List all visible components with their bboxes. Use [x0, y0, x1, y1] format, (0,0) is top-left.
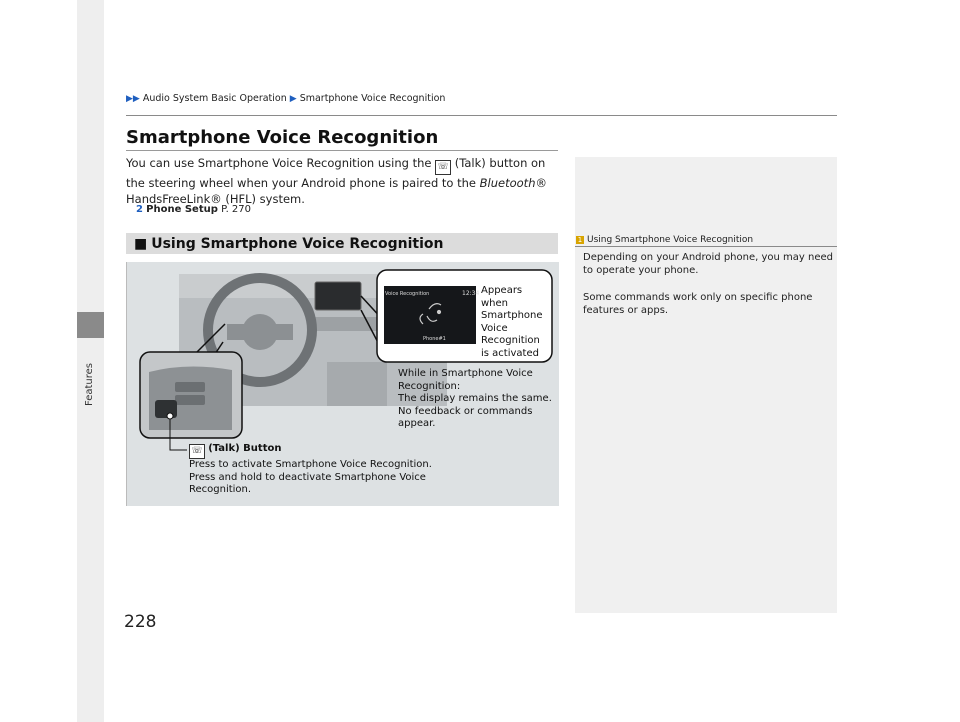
breadcrumb-item-audio[interactable]: Audio System Basic Operation	[142, 93, 287, 104]
page-number: 228	[124, 612, 157, 632]
section-title: Using Smartphone Voice Recognition	[151, 235, 444, 252]
intro-text-3: HandsFreeLink® (HFL) system.	[126, 192, 305, 206]
note-heading	[576, 235, 753, 245]
intro-paragraph	[126, 155, 556, 207]
xref-page: P. 270	[221, 204, 252, 215]
talk-icon: ☏	[189, 444, 205, 459]
note-heading-text: Using Smartphone Voice Recognition	[587, 235, 754, 245]
center-display	[315, 282, 361, 310]
xref-arrow-icon: 2	[136, 204, 143, 215]
screen-phone-text: Phone#1	[423, 336, 446, 342]
dashboard-figure	[126, 262, 559, 506]
phone-setup-xref[interactable]	[136, 204, 251, 215]
breadcrumb-arrow-icon: ▶	[289, 93, 297, 104]
section-heading	[126, 233, 558, 254]
breadcrumb-arrow-icon: ▶▶	[126, 93, 140, 104]
title-divider	[126, 150, 558, 151]
note-paragraph-2: Some commands work only on specific phone features or apps.	[583, 292, 813, 316]
header-divider	[126, 115, 837, 116]
page-title: Smartphone Voice Recognition	[126, 127, 439, 148]
note-marker-icon: 1	[577, 236, 583, 244]
side-note-panel	[575, 157, 837, 613]
intro-text-1: You can use Smartphone Voice Recognition using the	[126, 156, 432, 170]
screen-time-text: 12:34	[462, 290, 480, 297]
xref-label: Phone Setup	[146, 204, 218, 215]
callout-while: While in Smartphone Voice Recognition: The display remains the same. No feedback or commands appear.	[398, 368, 552, 429]
note-paragraph-1: Depending on your Android phone, you may need to operate your phone.	[583, 252, 833, 276]
intro-text-2: (Talk) button on the steering wheel when your Android phone is paired to the	[126, 156, 546, 190]
talk-button-callout: ☏ (Talk) Button Press to activate Smartphone Voice Recognition. Press and hold to deactivate Smartphone Voice Recognition.	[189, 443, 432, 495]
section-tab-marker	[77, 312, 104, 338]
talk-icon: ☏	[435, 160, 451, 175]
note-body	[583, 251, 833, 331]
side-section-label: Features	[84, 363, 95, 406]
bluetooth-term: Bluetooth	[479, 176, 536, 190]
breadcrumb	[126, 93, 445, 104]
talk-button-label: (Talk) Button	[208, 443, 282, 454]
section-square-icon: ■	[134, 235, 148, 252]
screen-title-text: Voice Recognition	[385, 291, 430, 297]
breadcrumb-item-current: Smartphone Voice Recognition	[299, 93, 446, 104]
note-divider	[575, 246, 837, 247]
talk-button-graphic	[155, 400, 177, 418]
callout-appears: Appears when Smartphone Voice Recognition is activated	[481, 285, 543, 359]
registered-mark: ®	[535, 176, 547, 190]
